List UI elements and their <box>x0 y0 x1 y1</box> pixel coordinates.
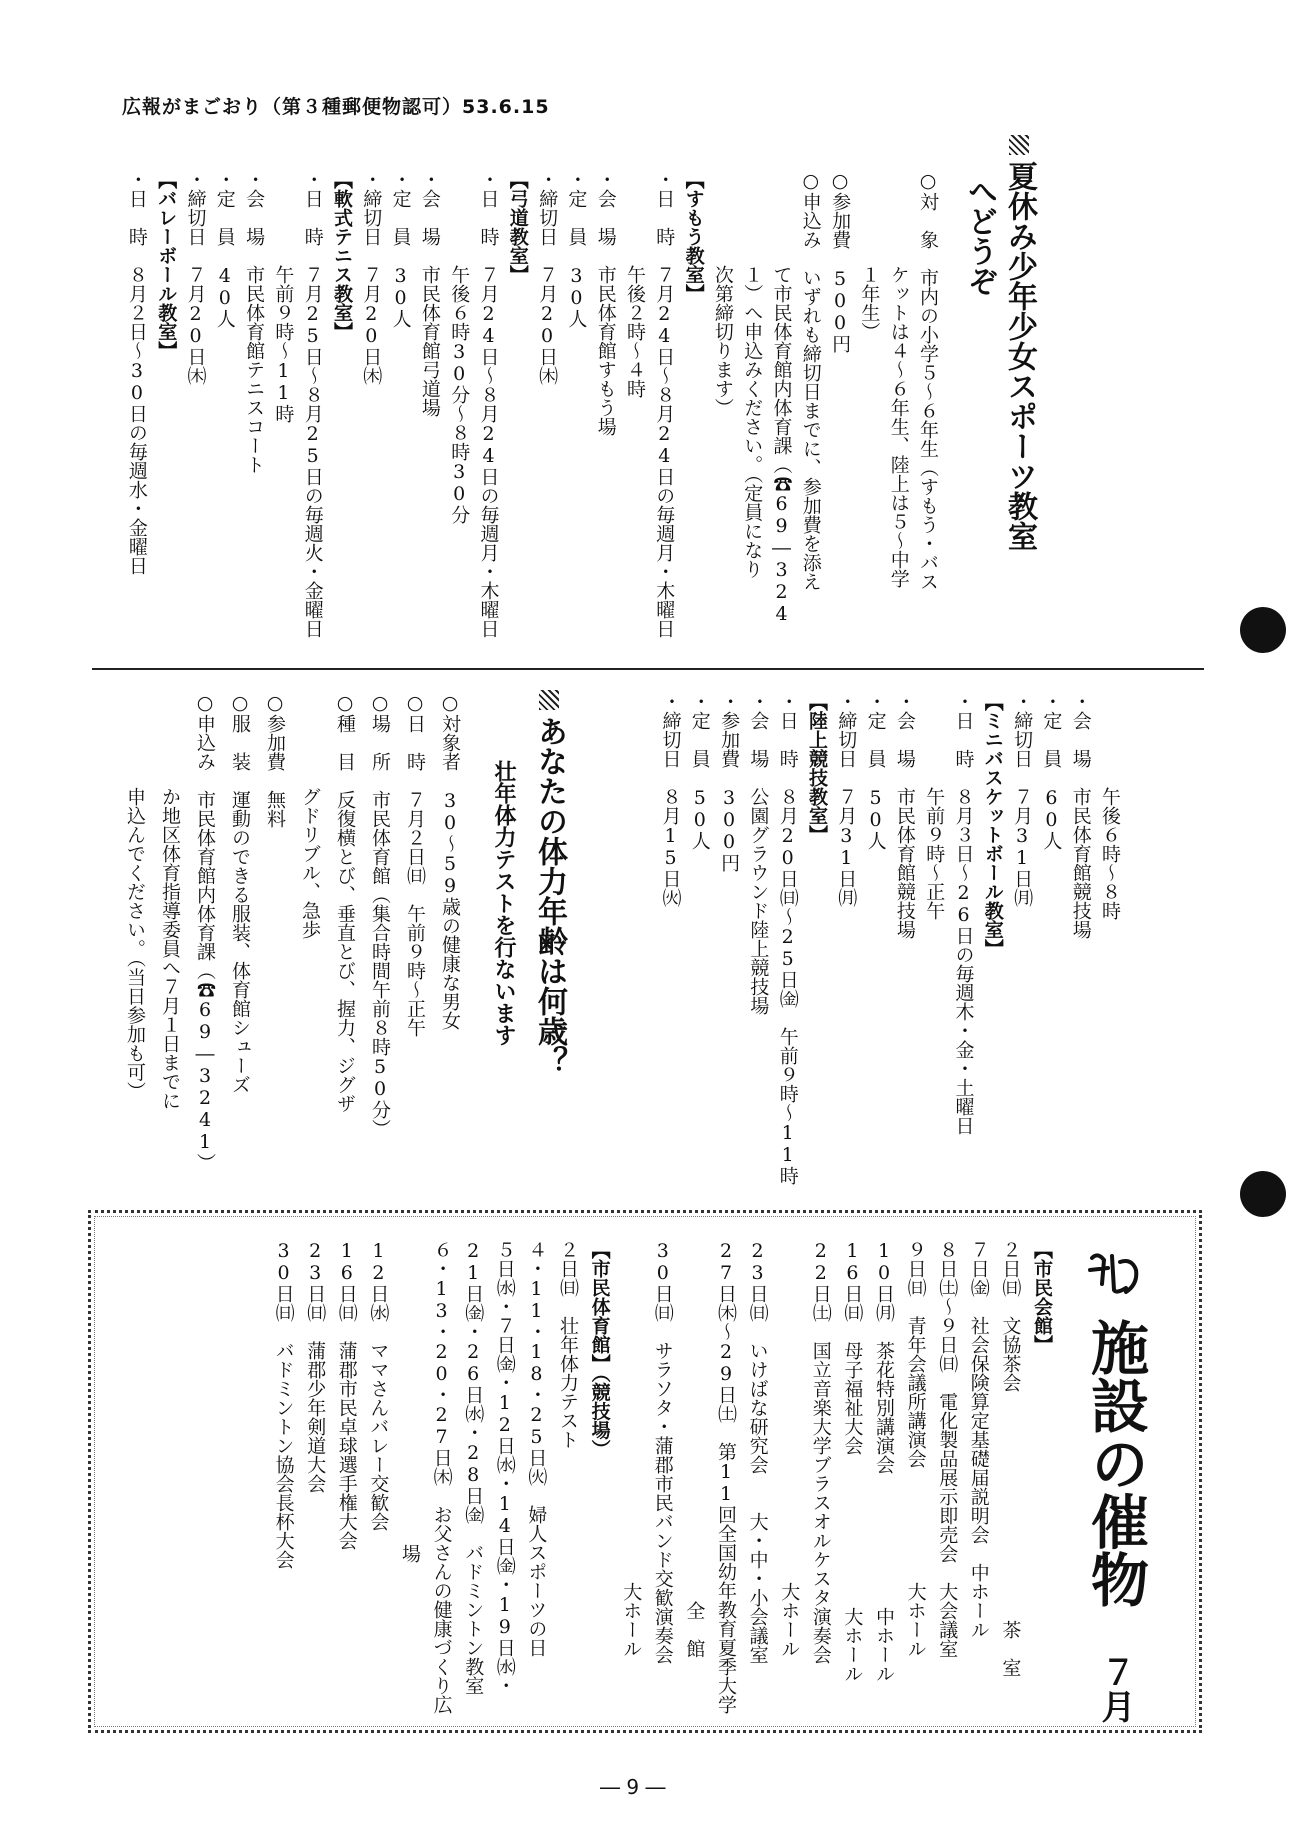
section1-title: 夏休み少年少女スポーツ教室 <box>1004 135 1034 551</box>
text-line: ○申込み いずれも締切日までに、参加費を添え <box>799 170 822 591</box>
section2-subtitle: 壮年体力テストを行ないます <box>491 760 516 1046</box>
text-line: 16日㈰ 母子福祉大会 大ホール <box>841 1240 864 1683</box>
text-line: 23日㈰ 蒲郡少年剣道大会 <box>304 1240 327 1493</box>
text-line: 午後６時〜８時 <box>1099 692 1121 920</box>
text-line: ７日㈮ 社会保険算定基礎届説明会 中ホール <box>967 1240 990 1639</box>
section-heading: 【陸上競技教室】 <box>806 692 828 844</box>
text-line: 大ホール <box>778 1240 801 1658</box>
text-line: ５日㈬・７日㈮・12日㈬・14日㈮・19日㈬・ <box>493 1240 516 1695</box>
text-line: 21日㈮・26日㈬・28日㈮ バドミントン教室 <box>462 1240 485 1695</box>
calligraphy-logo-icon <box>1086 1250 1144 1300</box>
events-title: 施設の催物 <box>1081 1318 1149 1608</box>
text-line: ○場 所 市民体育館（集合時間午前８時50分） <box>369 692 391 1138</box>
text-line: 16日㈰ 蒲郡市民卓球選手権大会 <box>335 1240 358 1550</box>
text-line: グドリブル、急歩 <box>299 692 321 939</box>
text-line: 午前９時〜正午 <box>923 692 946 920</box>
text-line: 午後６時30分〜８時30分 <box>448 170 471 524</box>
text-line: ・日 時 ７月24日〜８月24日の毎週月・木曜日 <box>477 170 500 638</box>
text-line: 23日㈰ いけばな研究会 大・中・小会議室 <box>746 1240 769 1664</box>
text-line: ・定 員 60人 <box>1040 692 1063 850</box>
text-line: １）へ申込みください。（定員になり <box>741 170 764 579</box>
text-line: ○対 象 市内の小学５〜６年生（すもう・バス <box>917 170 939 591</box>
section-heading: 【ミニバスケットボール教室】 <box>981 692 1004 958</box>
section-heading: 【弓道教室】 <box>506 170 529 284</box>
text-line: １年生） <box>858 170 881 341</box>
text-line: 次第締切ります） <box>711 170 734 417</box>
text-line: ケットは４〜６年生、陸上は５〜中学 <box>887 170 910 588</box>
binder-hole <box>1240 607 1286 653</box>
text-line: 12日㈬ ママさんバレー交歓会 <box>367 1240 390 1531</box>
text-line: ○種 目 反復横とび、垂直とび、握力、ジグザ <box>334 692 356 1113</box>
text-line: 30日㈰ サラソタ・蒲郡市民バンド交歓演奏会 <box>651 1240 674 1664</box>
text-line: 30日㈰ バドミントン協会長杯大会 <box>272 1240 295 1569</box>
page-number: ― 9 ― <box>600 1775 666 1799</box>
text-line: ・参加費 300円 <box>718 692 741 872</box>
text-line: ・会 場 市民体育館すもう場 <box>594 170 617 436</box>
text-line: ・定 員 50人 <box>864 692 887 850</box>
text-line: 午後２時〜４時 <box>624 170 646 398</box>
text-line: ・日 時 ８月３日〜26日の毎週木・金・土曜日 <box>952 692 975 1135</box>
text-line: ・締切日 ７月20日㈭ <box>184 170 207 385</box>
text-line: ・日 時 ８月２日〜30日の毎週水・金曜日 <box>125 170 148 575</box>
text-line: ・日 時 ７月24日〜８月24日の毎週月・木曜日 <box>653 170 676 638</box>
text-line: 全 館 <box>683 1240 706 1658</box>
section-heading: 【市民体育館】（競技場） <box>588 1240 611 1459</box>
section-heading: 【すもう教室】 <box>682 170 705 303</box>
text-line: 10日㈪ 茶花特別講演会 中ホール <box>873 1240 895 1683</box>
text-line: ○申込み 市民体育館内体育課（☎69―3241） <box>194 692 216 1172</box>
text-line: 22日㈯ 国立音楽大学ブラスオルケスタ演奏会 <box>809 1240 832 1664</box>
text-line: ・定 員 40人 <box>213 170 236 328</box>
text-line: ４・11・18・25日㈫ 婦人スポーツの日 <box>525 1240 548 1657</box>
text-line: ・会 場 公園グラウンド陸上競技場 <box>747 692 770 1015</box>
text-line: ・締切日 ７月31日㈪ <box>1011 692 1034 907</box>
events-month: ７月 <box>1095 1655 1135 1723</box>
text-line: ２日㈰ 壮年体力テスト <box>557 1240 579 1449</box>
text-line: ・締切日 ７月20日㈭ <box>536 170 559 385</box>
text-line: ・定 員 30人 <box>389 170 412 328</box>
text-line: ２日㈰ 文協茶会 茶 室 <box>999 1240 1022 1677</box>
text-line: 場 <box>399 1240 421 1563</box>
text-line: ○参加費 500円 <box>829 170 852 353</box>
text-line: ・会 場 市民体育館競技場 <box>1069 692 1092 939</box>
text-line: ８日㈯〜９日㈰ 電化製品展示即売会 大会議室 <box>936 1240 959 1658</box>
text-line: 午前９時〜11時 <box>272 170 295 423</box>
section2-title: あなたの体力年齢は何歳？ <box>534 690 564 1076</box>
section-heading: 【市民会館】 <box>1031 1240 1053 1354</box>
text-line: ・会 場 市民体育館テニスコート <box>243 170 266 474</box>
text-line: 27日㈭〜29日㈯ 第11回全国幼年教育夏季大学 <box>715 1240 737 1714</box>
hatch-mark-icon <box>1009 135 1029 155</box>
text-line: ○参加費 無料 <box>264 692 286 828</box>
section-heading: 【バレーボール教室】 <box>155 170 178 360</box>
section1-title-line2: へどうぞ <box>962 176 997 296</box>
text-line: ・日 時 ７月25日〜８月25日の毎週火・金曜日 <box>301 170 324 638</box>
text-line: ・定 員 30人 <box>565 170 588 328</box>
hatch-mark-icon <box>539 690 559 710</box>
text-line: て市民体育館内体育課（☎69―324 <box>770 170 793 625</box>
text-line: ９日㈰ 青年会議所講演会 大ホール <box>904 1240 927 1658</box>
text-line: ・締切日 ７月20日㈭ <box>360 170 383 385</box>
text-line: ○日 時 ７月２日㈰ 午前９時〜正午 <box>404 692 426 1037</box>
section-heading: 【軟式テニス教室】 <box>331 170 353 341</box>
newsletter-header: 広報がまごおり（第３種郵便物認可）53.6.15 <box>122 96 550 118</box>
text-line: 大ホール <box>620 1240 643 1658</box>
text-line: ６・13・20・27日㈭ お父さんの健康づくり広 <box>430 1240 453 1714</box>
text-line: ・定 員 50人 <box>688 692 711 850</box>
text-line: ○服 装 運動のできる服装、体育館シューズ <box>229 692 251 1094</box>
text-line: ・会 場 市民体育館競技場 <box>893 692 916 939</box>
text-line: ・会 場 市民体育館弓道場 <box>418 170 441 417</box>
text-line: ・締切日 ８月15日㈫ <box>659 692 682 907</box>
text-line: ・日 時 ８月20日㈰〜25日㈮ 午前９時〜11時 <box>776 692 799 1185</box>
text-line: 申込んでください。（当日参加も可） <box>124 692 146 1101</box>
section-divider <box>92 668 1204 670</box>
text-line: ・締切日 ７月31日㈪ <box>835 692 858 907</box>
text-line: か地区体育指導委員へ７月１日までに <box>159 692 181 1110</box>
text-line: ○対象者 30〜59歳の健康な男女 <box>439 692 461 1030</box>
binder-hole <box>1240 1171 1286 1217</box>
